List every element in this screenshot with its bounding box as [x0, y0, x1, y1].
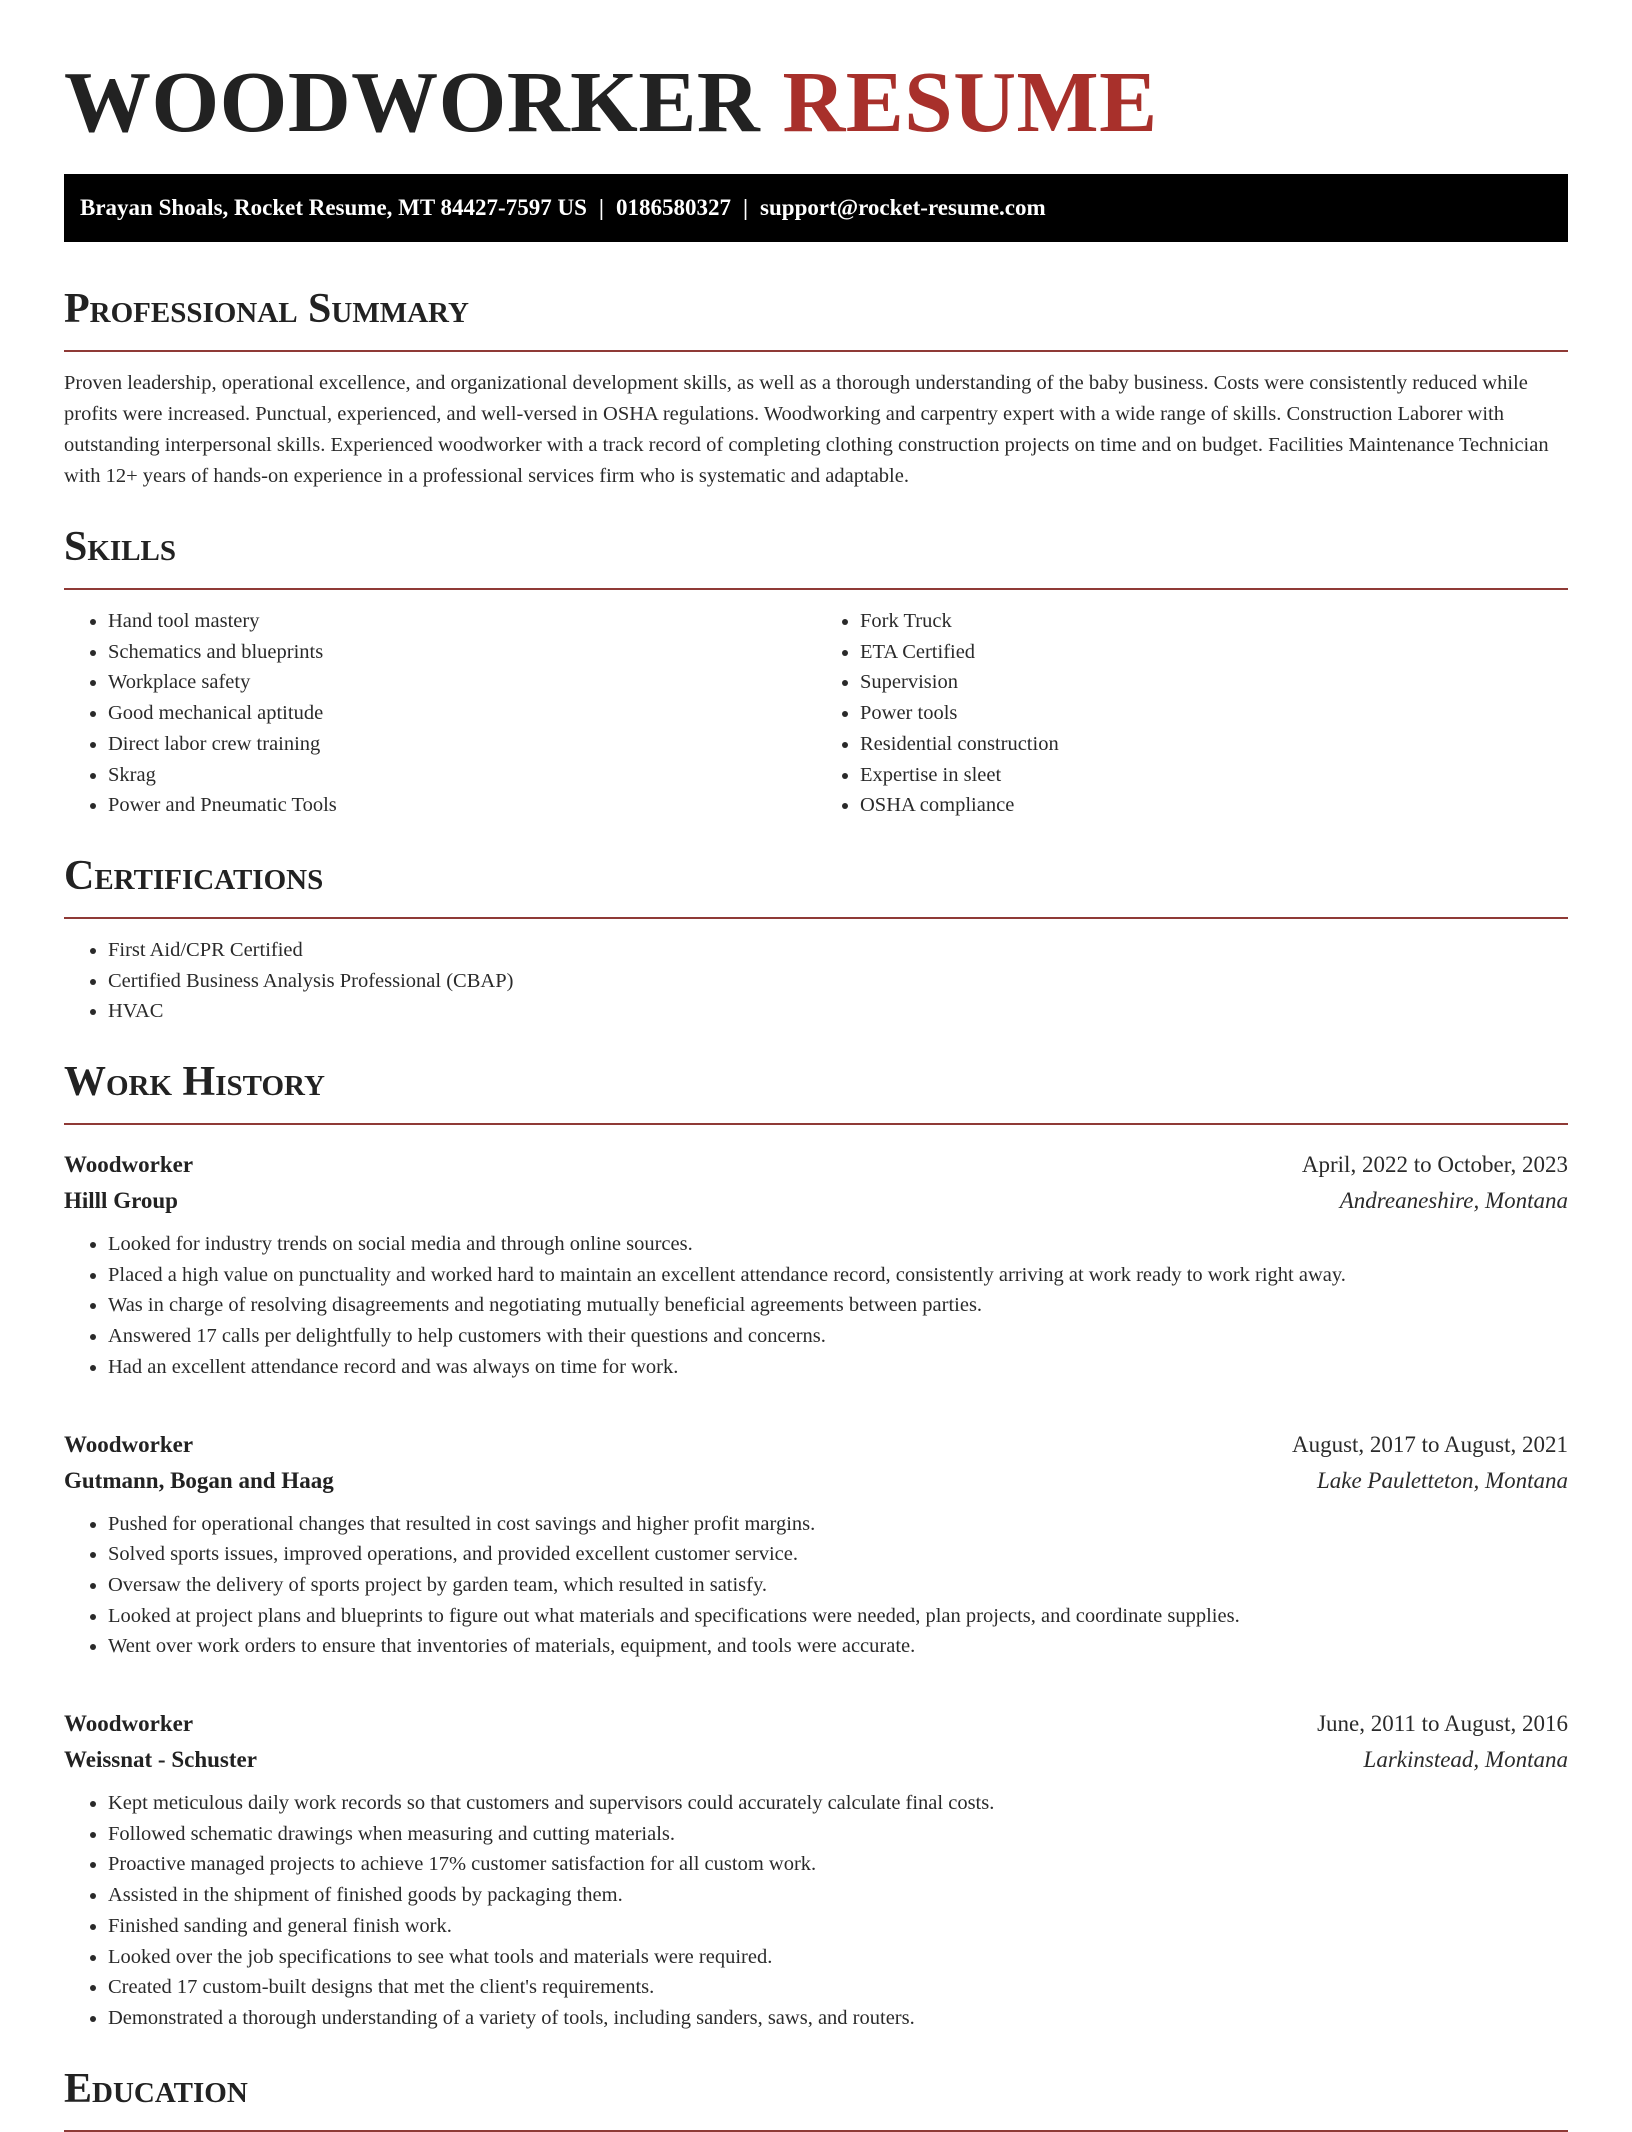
- skill-item: • Fork Truck: [860, 606, 1568, 637]
- job-duty: • Placed a high value on punctuality and worked hard to maintain an excellent attendance record, consistently arriving at work ready to work right away.: [108, 1260, 1568, 1291]
- job-duty: • Finished sanding and general finish work.: [108, 1911, 1568, 1942]
- contact-address: Brayan Shoals, Rocket Resume, MT 84427-7597 US: [80, 195, 587, 220]
- job-duty: • Pushed for operational changes that resulted in cost savings and higher profit margins.: [108, 1509, 1568, 1540]
- job-location: Lake Pauletteton, Montana: [1316, 1467, 1568, 1493]
- job-duty: • Had an excellent attendance record and was always on time for work.: [108, 1352, 1568, 1383]
- education-heading: Education: [64, 2064, 1568, 2132]
- job-entry: [64, 1427, 1568, 1663]
- job-duty: • Created 17 custom-built designs that met the client's requirements.: [108, 1972, 1568, 2003]
- job-duty: • Oversaw the delivery of sports project by garden team, which resulted in satisfy.: [108, 1570, 1568, 1601]
- job-title-row: [64, 1427, 1568, 1463]
- skill-item: • Expertise in sleet: [860, 760, 1568, 791]
- certifications-heading: Certifications: [64, 851, 1568, 919]
- job-duty: • Answered 17 calls per delightfully to help customers with their questions and concerns.: [108, 1321, 1568, 1352]
- job-dates: April, 2022 to October, 2023: [1301, 1152, 1568, 1178]
- job-duties-list: [64, 1788, 1568, 2034]
- job-company: Hilll Group: [64, 1188, 178, 1214]
- skills-list-left: [64, 606, 816, 821]
- job-entry: [64, 1706, 1568, 2034]
- job-location: Andreaneshire, Montana: [1339, 1188, 1568, 1214]
- skill-item: • ETA Certified: [860, 637, 1568, 668]
- skill-item: • Power tools: [860, 698, 1568, 729]
- skill-item: • Residential construction: [860, 729, 1568, 760]
- job-title-row: [64, 1147, 1568, 1183]
- skill-item: • Schematics and blueprints: [108, 637, 816, 668]
- job-company: Weissnat - Schuster: [64, 1747, 257, 1773]
- title-accent: RESUME: [782, 53, 1158, 150]
- contact-email: support@rocket-resume.com: [760, 195, 1046, 220]
- certification-item: • Certified Business Analysis Professional (CBAP): [108, 966, 1568, 997]
- job-title: Woodworker: [64, 1711, 194, 1737]
- contact-separator: |: [598, 195, 604, 220]
- job-location: Larkinstead, Montana: [1363, 1747, 1568, 1773]
- job-company: Gutmann, Bogan and Haag: [64, 1467, 334, 1493]
- job-duty: • Kept meticulous daily work records so that customers and supervisors could accurately calculate final costs.: [108, 1788, 1568, 1819]
- job-duty: • Proactive managed projects to achieve 17% customer satisfaction for all custom work.: [108, 1849, 1568, 1880]
- summary-text: Proven leadership, operational excellence, and organizational development skills, as well as a thorough understanding of the baby business. Costs were consistently reduced while profits were increased. Punctual, experienced, and well-versed in OSHA regulations. Woodworking and carpentry expert with a wide range of skills. Construction Laborer with outstanding interpersonal skills. Experienced woodworker with a track record of completing clothing construction projects on time and on budget. Facilities Maintenance Technician with 12+ years of hands-on experience in a professional services firm who is systematic and adaptable.: [64, 372, 1549, 487]
- job-title: Woodworker: [64, 1152, 194, 1178]
- job-title: Woodworker: [64, 1431, 194, 1457]
- work-history-heading: Work History: [64, 1057, 1568, 1125]
- skill-item: • Supervision: [860, 667, 1568, 698]
- contact-separator: |: [742, 195, 749, 220]
- skill-item: • Workplace safety: [108, 667, 816, 698]
- job-company-row: [64, 1183, 1568, 1219]
- skill-item: • Good mechanical aptitude: [108, 698, 816, 729]
- job-title-row: [64, 1706, 1568, 1742]
- certification-item: • HVAC: [108, 996, 1568, 1027]
- summary-heading: Professional Summary: [64, 284, 1568, 352]
- job-entry: [64, 1147, 1568, 1383]
- job-duty: • Looked over the job specifications to see what tools and materials were required.: [108, 1942, 1568, 1973]
- skill-item: • Direct labor crew training: [108, 729, 816, 760]
- job-duty: • Solved sports issues, improved operations, and provided excellent customer service.: [108, 1539, 1568, 1570]
- job-duty: • Demonstrated a thorough understanding of a variety of tools, including sanders, saws, and routers.: [108, 2003, 1568, 2034]
- job-company-row: [64, 1463, 1568, 1499]
- contact-bar: [64, 174, 1568, 242]
- job-duty: • Looked at project plans and blueprints to figure out what materials and specifications were needed, plan projects, and coordinate supplies.: [108, 1601, 1568, 1632]
- skill-item: • Power and Pneumatic Tools: [108, 790, 816, 821]
- job-dates: August, 2017 to August, 2021: [1291, 1431, 1568, 1457]
- job-dates: June, 2011 to August, 2016: [1317, 1711, 1568, 1737]
- contact-phone: 0186580327: [615, 195, 731, 220]
- job-duty: • Assisted in the shipment of finished goods by packaging them.: [108, 1880, 1568, 1911]
- title-main: WOODWORKER: [64, 53, 761, 150]
- job-company-row: [64, 1742, 1568, 1778]
- resume-title: [64, 0, 1568, 148]
- skill-item: • OSHA compliance: [860, 790, 1568, 821]
- skill-item: • Hand tool mastery: [108, 606, 816, 637]
- certifications-list: [64, 935, 1568, 1027]
- job-duty: • Looked for industry trends on social media and through online sources.: [108, 1229, 1568, 1260]
- job-duty: • Was in charge of resolving disagreements and negotiating mutually beneficial agreements between parties.: [108, 1290, 1568, 1321]
- job-duties-list: [64, 1229, 1568, 1383]
- job-duty: • Went over work orders to ensure that inventories of materials, equipment, and tools were accurate.: [108, 1631, 1568, 1662]
- job-duties-list: [64, 1509, 1568, 1663]
- job-duty: • Followed schematic drawings when measuring and cutting materials.: [108, 1819, 1568, 1850]
- skills-heading: Skills: [64, 522, 1568, 590]
- skills-list-right: [816, 606, 1568, 821]
- certification-item: • First Aid/CPR Certified: [108, 935, 1568, 966]
- skill-item: • Skrag: [108, 760, 816, 791]
- skills-columns: [64, 590, 1568, 821]
